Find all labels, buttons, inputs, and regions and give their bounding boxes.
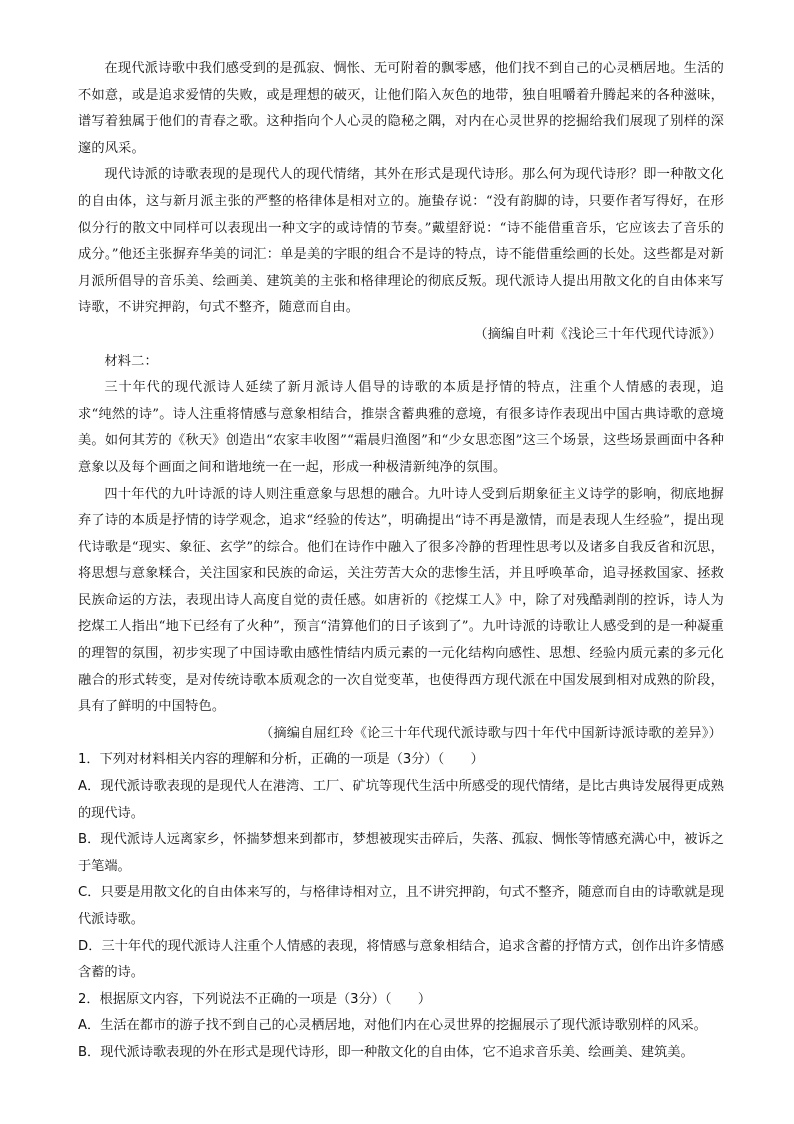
material-two-title: 材料二： [104,353,158,369]
question-2-option-b[interactable]: B．现代派诗歌表现的外在形式是现代诗形，即一种散文化的自由体，它不追求音乐美、绘画美、建筑美。 [78,1044,694,1060]
exam-page [78,56,724,1067]
material-two [78,349,724,748]
question-1-option-a[interactable]: A．现代派诗歌表现的是现代人在港湾、工厂、矿坑等现代生活中所感受的现代情绪，是比古典诗发展得更成熟的现代诗。 [78,779,724,821]
material-one-paragraph-1: 在现代派诗歌中我们感受到的是孤寂、惆怅、无可附着的飘零感，他们找不到自己的心灵栖居地。生活的不如意，或是追求爱情的失败，或是理想的破灭，让他们陷入灰色的地带，独自咀嚼着升腾起来的各种滋味，谱写着独属于他们的青春之歌。这种指向个人心灵的隐秘之隅，对内在心灵世界的挖掘给我们展现了别样的深邃的风采。 [78,61,724,156]
material-two-paragraph-2: 四十年代的九叶诗派的诗人则注重意象与思想的融合。九叶诗人受到后期象征主义诗学的影响，彻底地摒弃了诗的本质是抒情的诗学观念，追求“经验的传达”，明确提出“诗不再是激情，而是表现人生经验”，提出现代诗歌是“现实、象征、玄学”的综合。他们在诗作中融入了很多冷静的哲理性思考以及诸多自我反省和沉思，将思想与意象糅合，关注国家和民族的命运，关注劳苦大众的悲惨生活，并且呼唤革命，追寻拯救国家、拯救民族命运的方法，表现出诗人高度自觉的责任感。如唐祈的《挖煤工人》中，除了对残酷剥削的控诉，诗人为挖煤工人指出“地下已经有了火种”，预言“清算他们的日子该到了”。九叶诗派的诗歌让人感受到的是一种凝重的理智的氛围，初步实现了中国诗歌由感性情结内质元素的一元化结构向感性、思想、经验内质元素的多元化融合的形式转变，是对传统诗歌本质观念的一次自觉变革，也使得西方现代派在中国发展到相对成熟的阶段，具有了鲜明的中国特色。 [78,486,724,715]
question-1-option-d[interactable]: D．三十年代的现代派诗人注重个人情感的表现，将情感与意象相结合，追求含蓄的抒情方式，创作出许多情感含蓄的诗。 [78,938,724,981]
question-2 [78,987,724,1067]
material-one [78,56,724,349]
material-one-source: （摘编自叶莉《浅论三十年代现代诗派》） [474,326,722,342]
question-1-option-c[interactable]: C．只要是用散文化的自由体来写的，与格律诗相对立，且不讲究押韵，句式不整齐，随意而自由的诗歌就是现代派诗歌。 [78,885,724,927]
material-two-paragraph-1: 三十年代的现代派诗人延续了新月派诗人倡导的诗歌的本质是抒情的特点，注重个人情感的表现，追求“纯然的诗”。诗人注重将情感与意象相结合，推崇含蓄典雅的意境，有很多诗作表现出中国古典诗歌的意境美。如何其芳的《秋天》创造出“农家丰收图”“霜晨归渔图”和“少女思恋图”这三个场景，这些场景画面中各种意象以及每个画面之间和谐地统一在一起，形成一种极清新纯净的氛围。 [78,380,724,475]
question-2-option-a[interactable]: A．生活在都市的游子找不到自己的心灵栖居地，对他们内在心灵世界的挖掘展示了现代派诗歌别样的风采。 [78,1018,707,1034]
question-2-stem: 2．根据原文内容，下列说法不正确的一项是（3分）（ ） [78,991,432,1007]
material-two-source: （摘编自屈红玲《论三十年代现代派诗歌与四十年代中国新诗派诗歌的差异》） [260,725,722,741]
question-1-option-b[interactable]: B．现代派诗人远离家乡，怀揣梦想来到都市，梦想被现实击碎后，失落、孤寂、惆怅等情感充满心中，被诉之于笔端。 [78,832,724,874]
material-one-paragraph-2: 现代诗派的诗歌表现的是现代人的现代情绪，其外在形式是现代诗形。那么何为现代诗形？即一种散文化的自由体，这与新月派主张的严整的格律体是相对立的。施蛰存说：“没有韵脚的诗，只要作者写得好，在形似分行的散文中同样可以表现出一种文字的或诗情的节奏。”戴望舒说：“诗不能借重音乐，它应该去了音乐的成分。”他还主张摒弃华美的词汇：单是美的字眼的组合不是诗的特点，诗不能借重绘画的长处。这些都是对新月派所倡导的音乐美、绘画美、建筑美的主张和格律理论的彻底反叛。现代派诗人提出用散文化的自由体来写诗歌，不讲究押韵，句式不整齐，随意而自由。 [78,167,724,316]
question-1 [78,747,724,986]
question-1-stem: 1．下列对材料相关内容的理解和分析，正确的一项是（3分）（ ） [78,752,484,768]
